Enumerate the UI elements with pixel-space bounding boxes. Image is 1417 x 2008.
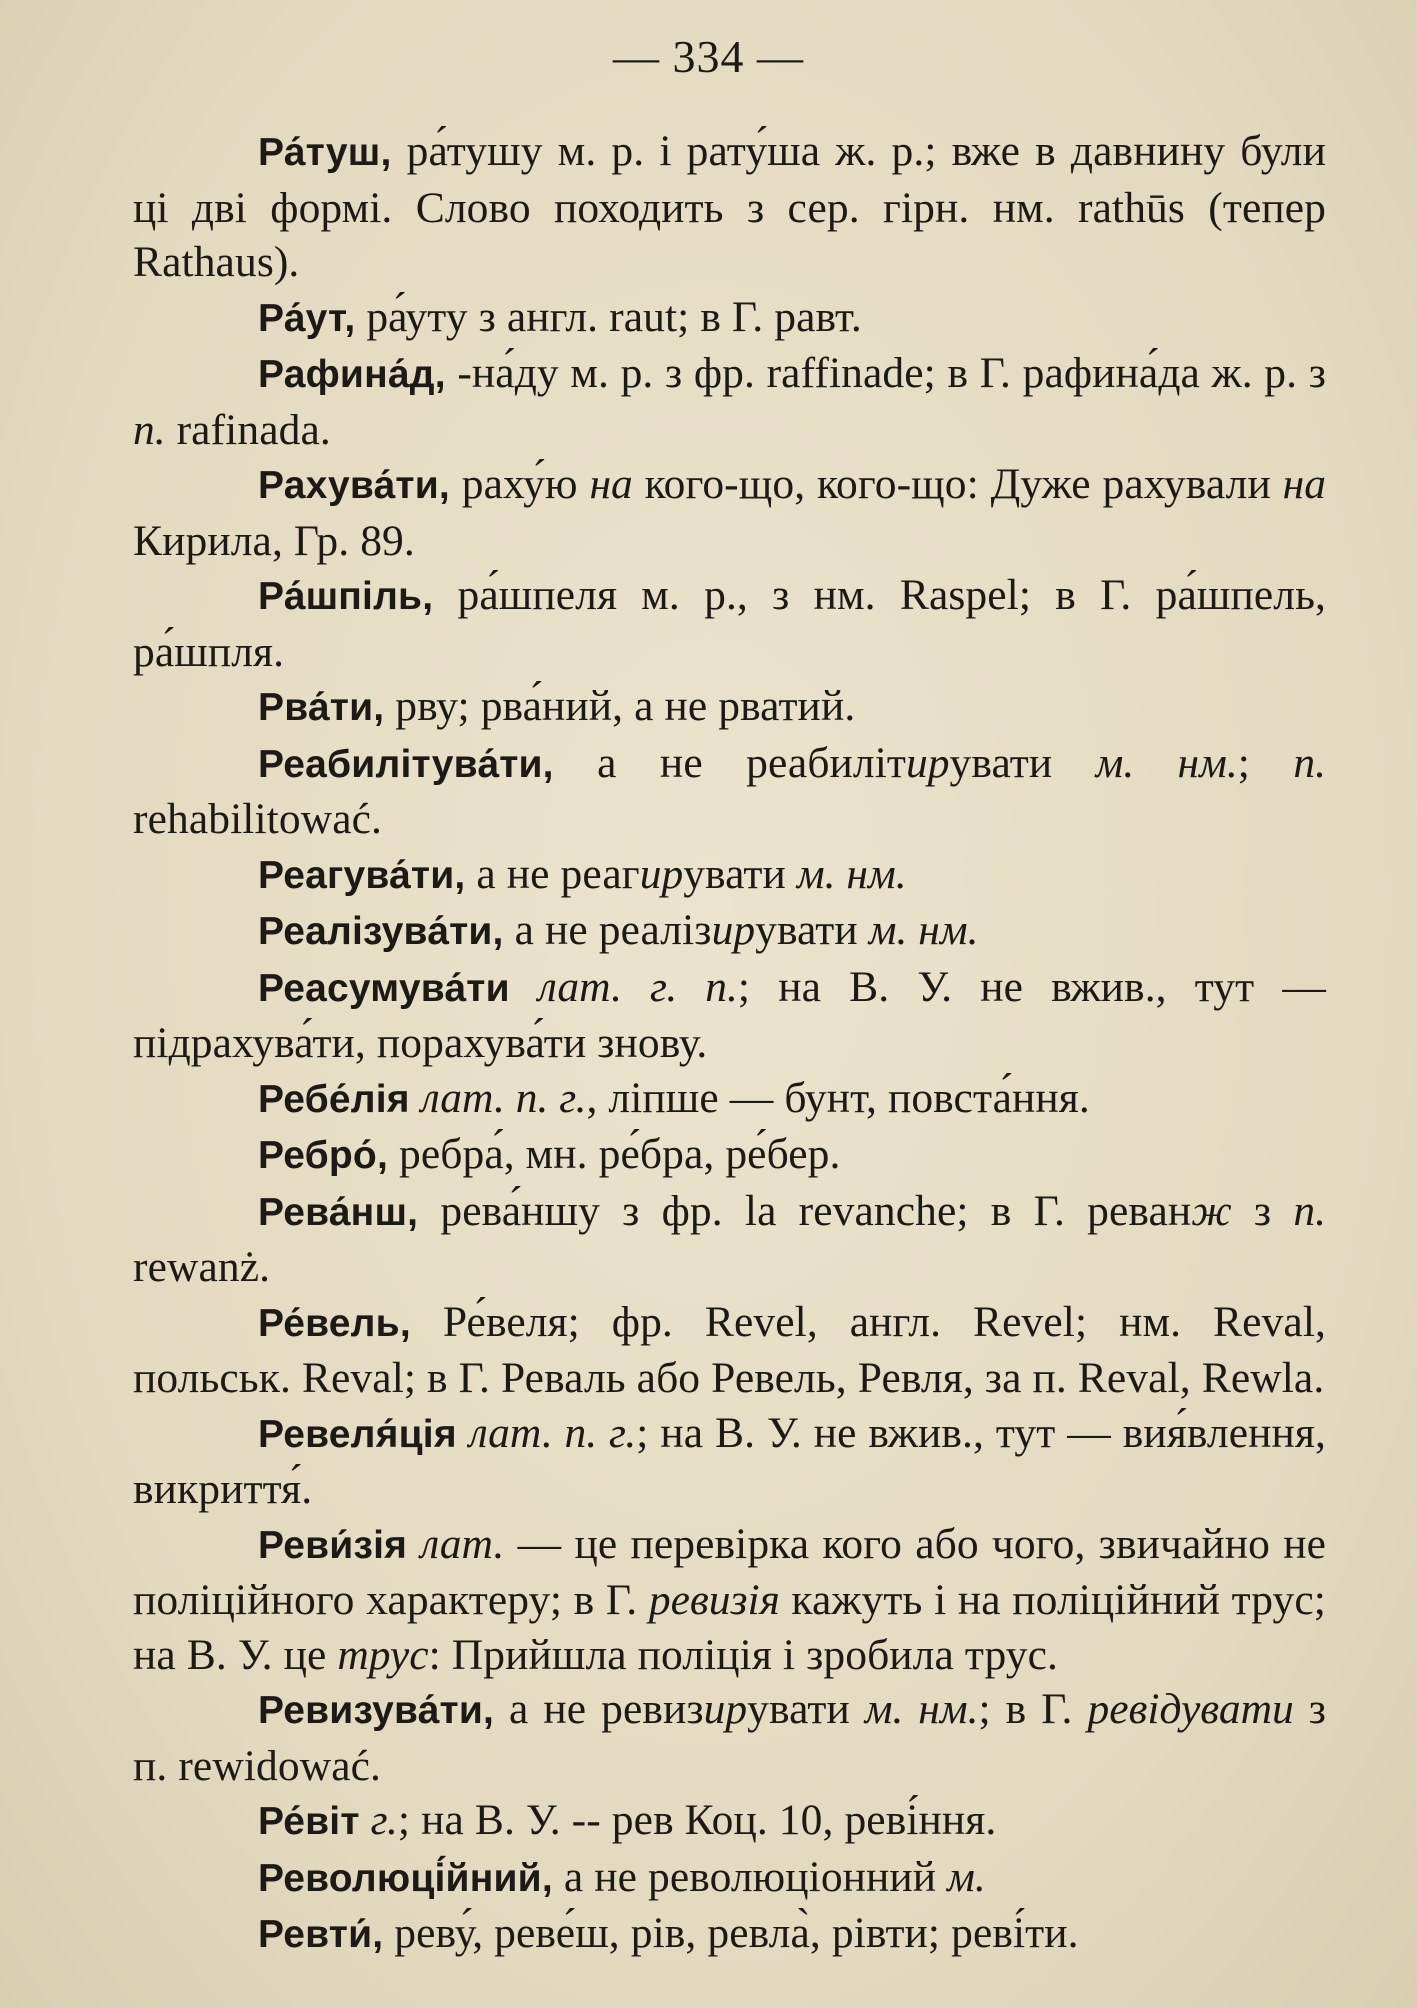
- entry-headword: Реви́зія: [258, 1523, 408, 1567]
- entry-italic-text: ревизія: [648, 1576, 780, 1624]
- entry-text: [457, 1409, 469, 1457]
- entry-text: ; на В. У. -- рев Коц. 10, реві́ння.: [397, 1796, 997, 1844]
- entry-italic-text: ревідувати: [1087, 1685, 1294, 1733]
- entry-italic-text: п.: [1293, 738, 1326, 787]
- entry-italic-text: г.: [370, 1796, 398, 1844]
- entry-text: з п. rewidować.: [133, 1685, 1326, 1790]
- entry-text: кого-що, кого-що: Дуже рахували: [632, 460, 1283, 508]
- entry-headword: Реагува́ти,: [258, 853, 466, 897]
- entry-text: рву; рва́ний, а не рватий.: [384, 682, 856, 730]
- entry-text: ; на В. У. не вжив., тут — підрахува́ти, порахува́ти знову.: [133, 962, 1326, 1067]
- entry-italic-text: ир: [906, 738, 950, 787]
- entry-italic-text: п.: [1293, 1186, 1326, 1235]
- dictionary-entry: [133, 1295, 1326, 1406]
- entry-text: Кирила, Гр. 89.: [133, 516, 415, 565]
- entry-text: [360, 1796, 371, 1844]
- dictionary-entry: [133, 1184, 1326, 1295]
- entry-text: , ліпше — бунт, повста́ння.: [586, 1073, 1090, 1122]
- entry-italic-text: трус: [337, 1630, 429, 1679]
- entry-headword: Рева́нш,: [258, 1190, 419, 1234]
- entry-text: увати: [755, 906, 869, 954]
- entry-headword: Ра́шпіль,: [258, 575, 434, 618]
- dictionary-entry: [133, 679, 1326, 736]
- entry-text: а не реабиліт: [553, 738, 907, 787]
- entry-text: [510, 963, 538, 1011]
- entry-text: а не революціонний: [552, 1852, 948, 1901]
- entry-italic-text: ир: [711, 906, 756, 954]
- entry-text: [407, 1520, 420, 1568]
- dictionary-entry: [133, 1071, 1326, 1128]
- entry-list: [133, 124, 1326, 1963]
- entry-text: рева́ншу з фр. la revanche; в Г. реван: [418, 1186, 1192, 1235]
- entry-italic-text: на: [589, 460, 633, 508]
- entry-italic-text: ж: [1191, 1186, 1232, 1235]
- entry-italic-text: лат. п. г.: [420, 1073, 587, 1122]
- dictionary-entry: [133, 1793, 1326, 1850]
- dictionary-entry: [133, 847, 1326, 904]
- entry-text: ра́уту з англ. raut; в Г. равт.: [355, 292, 862, 341]
- entry-text: ребра́, мн. ре́бра, ре́бер.: [388, 1130, 841, 1178]
- dictionary-entry: [133, 960, 1326, 1071]
- entry-italic-text: ир: [703, 1685, 748, 1733]
- entry-italic-text: м. нм.: [796, 849, 907, 898]
- entry-headword: Ребро́,: [258, 1134, 388, 1177]
- entry-text: [410, 1074, 421, 1122]
- entry-italic-text: лат. п. г.: [468, 1408, 637, 1457]
- dictionary-entry: [133, 124, 1326, 290]
- entry-headword: Ревизува́ти,: [258, 1689, 495, 1732]
- entry-text: реву́, реве́ш, рів, ревла̀, рівти; реві́ти.: [383, 1909, 1079, 1957]
- entry-headword: Рахува́ти,: [258, 464, 450, 507]
- entry-italic-text: лат. г. п.: [537, 962, 738, 1011]
- entry-text: ра́тушу м. р. і рату́ша ж. р.; вже в давнину були ці дві формі. Слово походить з сер. гірн. нм. rathūs (тепер Rathaus).: [133, 127, 1326, 286]
- entry-italic-text: на: [1282, 460, 1326, 508]
- entry-text: увати: [747, 1685, 865, 1733]
- entry-text: : Прийшла поліція і зробила трус.: [428, 1630, 1059, 1679]
- dictionary-entry: [133, 1127, 1326, 1184]
- entry-text: ; на В. У. не вжив., тут — вия́влення, викриття́.: [133, 1408, 1326, 1513]
- dictionary-entry: [133, 346, 1326, 457]
- entry-italic-text: п.: [133, 405, 166, 454]
- dictionary-entry: [133, 457, 1326, 568]
- entry-italic-text: м. нм.: [864, 1685, 979, 1733]
- entry-headword: Ревеля́ція: [258, 1412, 457, 1456]
- dictionary-entry: [133, 903, 1326, 960]
- dictionary-entry: [133, 1906, 1326, 1963]
- entry-headword: Реасумува́ти: [258, 966, 510, 1010]
- dictionary-entry: [133, 290, 1326, 347]
- entry-text: rehabilitować.: [133, 795, 382, 843]
- dictionary-entry: [133, 1517, 1326, 1683]
- entry-headword: Ребе́лія: [258, 1077, 410, 1121]
- entry-headword: Революці́йний,: [258, 1856, 553, 1900]
- entry-italic-text: ир: [639, 849, 684, 898]
- entry-headword: Рва́ти,: [258, 686, 385, 729]
- entry-text: Ре́веля; фр. Revel, англ. Revel; нм. Reval, польськ. Reval; в Г. Реваль або Ревель, Ревля, за п. Reval, Rewla.: [133, 1297, 1326, 1402]
- entry-headword: Ре́вель,: [258, 1301, 411, 1345]
- dictionary-entry: [133, 568, 1326, 679]
- entry-headword: Реалізува́ти,: [258, 910, 504, 953]
- entry-text: -на́ду м. р. з фр. raffinade; в Г. рафина́да ж. р. з: [445, 349, 1326, 397]
- entry-text: rafinada.: [165, 405, 331, 454]
- entry-text: з: [1231, 1186, 1294, 1235]
- entry-italic-text: лат.: [420, 1519, 505, 1568]
- entry-text: ра́шпеля м. р., з нм. Raspel; в Г. ра́шпель, ра́шпля.: [133, 571, 1326, 676]
- entry-italic-text: м. нм.: [1095, 738, 1238, 787]
- entry-text: а не реаг: [465, 849, 640, 898]
- entry-italic-text: м.: [947, 1852, 986, 1901]
- page-number: — 334 —: [613, 31, 804, 82]
- entry-text: — це перевірка кого або чого, звичайно не поліційного характеру; в Г.: [133, 1519, 1326, 1624]
- entry-headword: Ревти́,: [258, 1913, 384, 1956]
- entry-text: rewanż.: [133, 1243, 271, 1291]
- entry-headword: Ра́ут,: [258, 296, 356, 340]
- entry-headword: Ра́туш,: [258, 131, 392, 174]
- entry-text: увати: [683, 849, 797, 898]
- dictionary-entry: [133, 1850, 1326, 1907]
- dictionary-entry: [133, 1406, 1326, 1517]
- entry-text: а не ревиз: [494, 1685, 704, 1733]
- entry-text: ;: [1237, 738, 1294, 787]
- entry-text: увати: [949, 738, 1096, 787]
- entry-text: ; в Г.: [978, 1685, 1088, 1733]
- entry-headword: Ре́віт: [258, 1800, 360, 1843]
- entry-headword: Реабилітува́ти,: [258, 742, 554, 786]
- dictionary-entry: [133, 1682, 1326, 1793]
- entry-text: а не реаліз: [503, 906, 712, 954]
- entry-text: раху́ю: [449, 460, 590, 508]
- dictionary-entry: [133, 736, 1326, 847]
- entry-italic-text: м. нм.: [868, 906, 979, 954]
- entry-headword: Рафина́д,: [258, 353, 446, 396]
- entry-text: кажуть і на поліційний трус; на В. У. це: [133, 1576, 1326, 1679]
